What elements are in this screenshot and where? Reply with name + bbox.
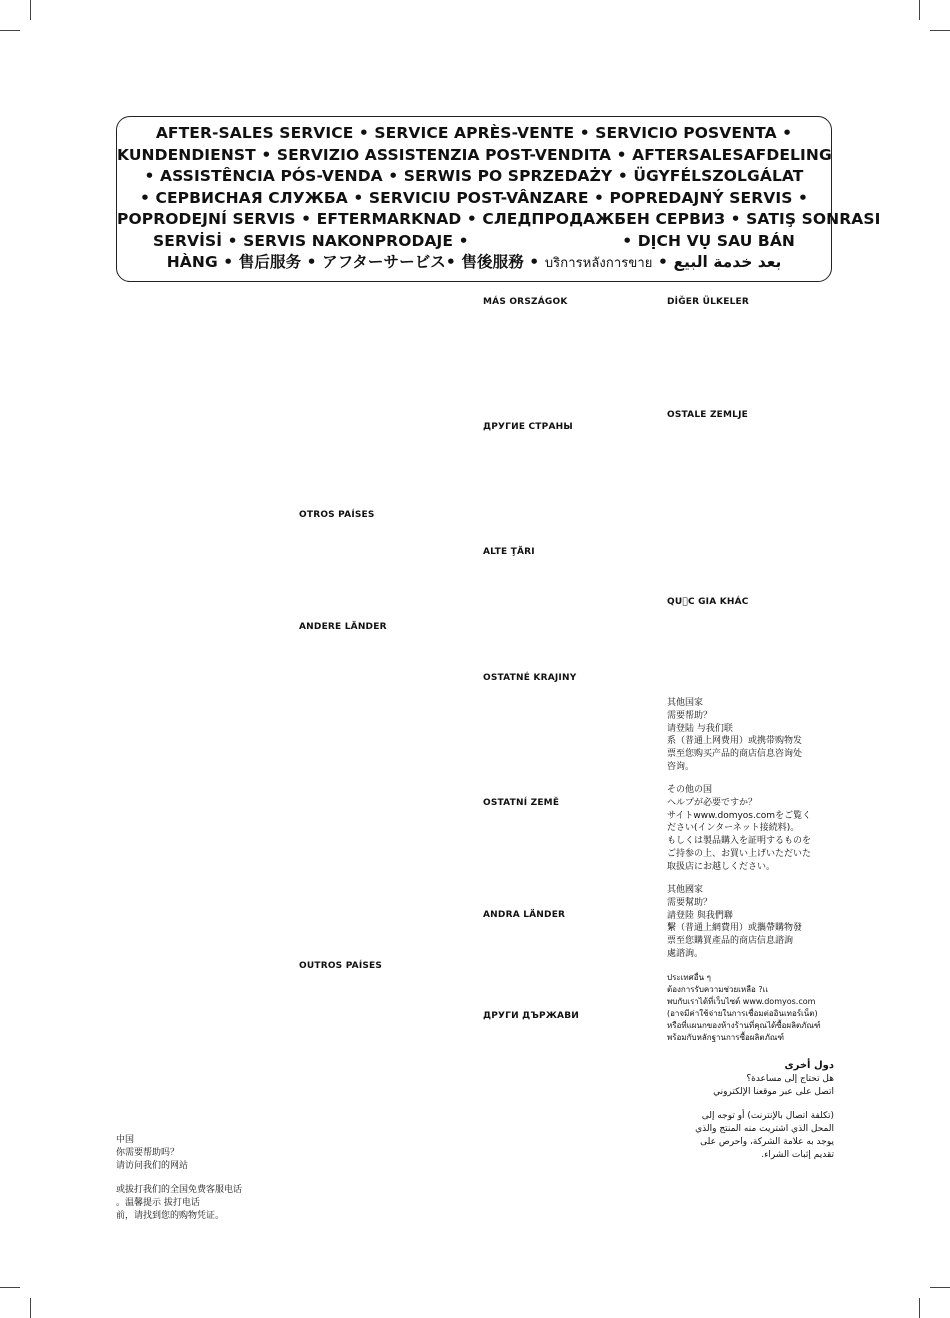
label-drugi-darzhavi: ДРУГИ ДЪРЖАВИ [483, 1011, 579, 1021]
text-line: その他の国 [667, 785, 713, 795]
text-line: 。温馨提示 拔打电话 [116, 1198, 200, 1209]
text-line: المحل الذي اشتريت منه المنتج والذي [695, 1124, 834, 1135]
text-line: 或拔打我们的全国免费客服电话 [116, 1185, 243, 1196]
text-line: اتصل على عبر موقعنا الإلكتروني [713, 1086, 834, 1097]
banner-line: AFTER-SALES SERVICE • SERVICE APRÈS-VENTE • SERVICIO POSVENTA • [155, 124, 793, 142]
text-line: 其他國家 [667, 885, 704, 895]
text-line: ヘルプが必要ですか？ [667, 797, 758, 808]
banner-line: • СЕРВИСНАЯ СЛУЖБА • SERVICIU POST-VÂNZARE • POPREDAJNÝ SERVIS • [140, 188, 808, 207]
text-line: 中国 [116, 1135, 135, 1145]
label-andere-lander: ANDERE LÄNDER [299, 622, 387, 632]
text-line: 你需要帮助吗？ [116, 1147, 180, 1158]
crop-mark [30, 1298, 31, 1318]
label-ostatni-zeme: OSTATNÍ ZEMĚ [483, 798, 560, 808]
text-line: ต้องการรับความช่วยเหลือ ?เเ [667, 985, 769, 994]
thai-block [667, 972, 821, 1044]
zh-traditional-block [667, 884, 802, 961]
crop-mark [919, 1298, 920, 1318]
text-line: 取扱店にお越しください。 [667, 861, 776, 872]
text-line: ご持参の上、お買い上げいただいた [667, 848, 812, 859]
text-line: 票至您购买产品的商店信息咨询处 [667, 749, 803, 760]
text-line: (تكلفة اتصال بالإنترنت) أو توجه إلى [701, 1111, 834, 1122]
crop-mark [0, 30, 20, 31]
banner-line: KUNDENDIENST • SERVIZIO ASSISTENZIA POST-VENDITA • AFTERSALESAFDELING [117, 145, 832, 164]
text-line: 系（普通上网费用）或携带购物发 [667, 736, 803, 747]
crop-mark [930, 1287, 950, 1288]
text-line: (อาจมีค่าใช้จ่ายในการเชื่อมต่ออินเทอร์เน็ต) [667, 1009, 818, 1018]
banner-line-right: • DỊCH VỤ SAU BÁN [622, 231, 795, 250]
text-line: 需要帮助？ [667, 710, 713, 721]
crop-mark [0, 1287, 20, 1288]
label-diger-ulkeler: DİĞER ÜLKELER [667, 297, 749, 307]
text-line: ประเทศอื่น ๆ [667, 973, 711, 982]
label-ostale-zemlje: OSTALE ZEMLJE [667, 410, 749, 420]
text-line: 需要幫助？ [667, 897, 713, 908]
text-line: 處諮詢。 [667, 948, 704, 959]
after-sales-banner [116, 116, 881, 282]
text-line: พร้อมกับหลักฐานการซื้อผลิตภัณฑ์ [667, 1033, 784, 1042]
china-block [116, 1134, 242, 1223]
banner-line: • ASSISTÊNCIA PÓS-VENDA • SERWIS PO SPRZEDAŻY • ÜGYFÉLSZOLGÁLAT [144, 167, 804, 185]
arabic-block [640, 1060, 834, 1162]
label-outros-paises: OUTROS PAÍSES [299, 961, 383, 971]
text-line: ださい(インターネット接続料)。 [667, 823, 800, 834]
crop-mark [930, 30, 950, 31]
text-line: 请访问我们的网站 [116, 1160, 189, 1171]
text-line: หรือที่แผนกของห้างร้านที่คุณได้ซื้อผลิตภัณฑ์ [667, 1021, 821, 1030]
text-line: تقديم إثبات الشراء. [761, 1149, 834, 1160]
text-line: พบกับเราได้ที่เว็บไซต์ www.domyos.com [667, 997, 816, 1006]
banner-arabic-text: • بعد خدمة البيع [657, 253, 782, 271]
banner-line-left: SERVİSİ • SERVIS NAKONPRODAJE • [153, 231, 469, 250]
label-drugie-strany: ДРУГИЕ СТРАНЫ [483, 422, 573, 432]
text-line: يوجد به علامة الشركة، واحرص على [700, 1136, 834, 1147]
banner-line [117, 231, 831, 253]
text-line: 票至您購買產品的商店信息諮詢 [667, 936, 794, 947]
crop-mark [30, 0, 31, 20]
text-line: 繫（普通上網費用）或攜帶購物發 [667, 923, 803, 934]
japanese-block [667, 784, 811, 874]
label-andra-lander: ANDRA LÄNDER [483, 910, 566, 920]
label-ostatne-krajiny: OSTATNÉ KRAJINY [483, 673, 577, 683]
label-alte-tari: ALTE ŢĂRI [483, 547, 535, 557]
label-quoc-gia-khac: QU C GIA KHÁC [667, 597, 749, 607]
zh-simplified-block [667, 697, 802, 774]
label-otros-paises: OTROS PAÍSES [299, 510, 375, 520]
label-mas-orszagok: MÁS ORSZÁGOK [483, 297, 568, 307]
banner-line: POPRODEJNÍ SERVIS • EFTERMARKNAD • СЛЕДПРОДАЖБЕН СЕРВИЗ • SATIŞ SONRASI [117, 210, 881, 228]
text-line: サイトwww.domyos.comをご覧く [667, 810, 812, 821]
text-line: هل تحتاج إلى مساعدة؟ [746, 1073, 834, 1084]
arabic-title: دول أخرى [784, 1060, 834, 1071]
text-line: もしくは製品購入を証明するものを [667, 836, 812, 847]
text-line: 咨询。 [667, 761, 695, 772]
text-line: 请登陆 与我们联 [667, 723, 733, 734]
text-line: 前，请找到您的购物凭证。 [116, 1210, 225, 1221]
text-line: 其他国家 [667, 698, 704, 708]
banner-thai-text: บริการหลังการขาย [544, 256, 653, 271]
banner-line-part: HÀNG • 售后服务 • アフターサービス• 售後服務 • [166, 253, 540, 271]
banner-line [117, 252, 831, 275]
crop-mark [919, 0, 920, 20]
text-line: 請登陸 與我們聯 [667, 910, 733, 921]
